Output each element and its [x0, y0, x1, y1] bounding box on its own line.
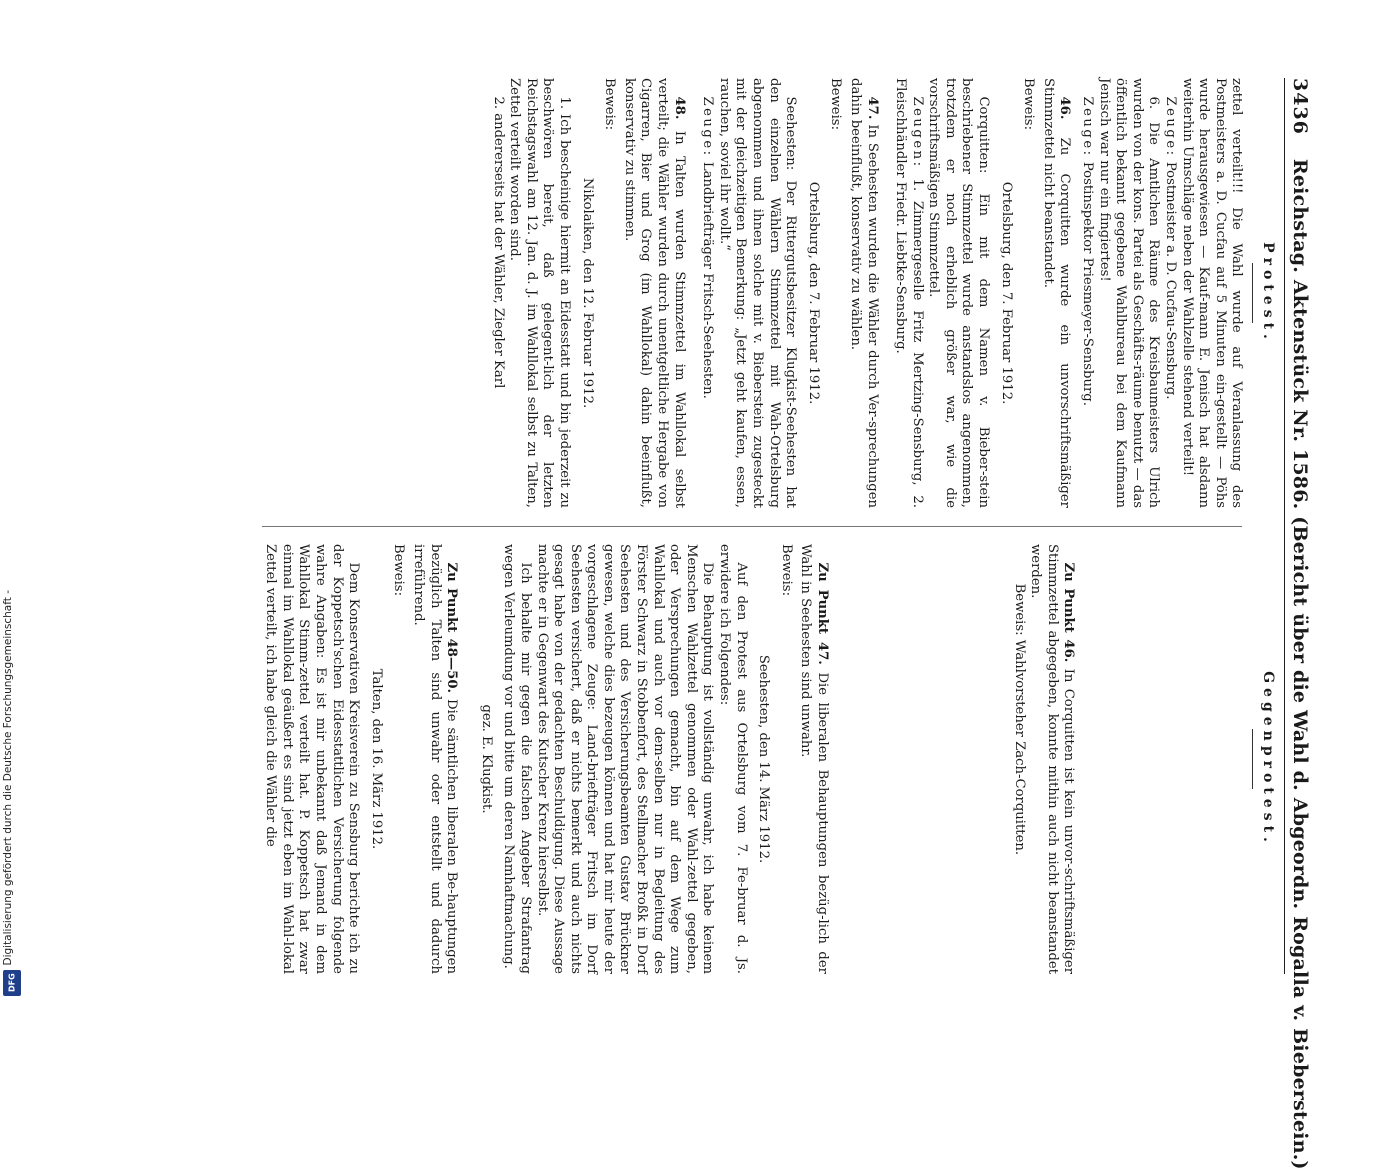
witness-name: Landbriefträger Fritsch-Seehesten. — [700, 161, 716, 399]
dateline: Nikolaiken, den 12. Februar 1912. — [579, 177, 595, 409]
reply-text: In Corquitten ist kein unvor-schriftsmäßiger Stimmzettel abgegeben, konnte mithin auch nicht beanstandet werden. — [1028, 544, 1077, 974]
witness-label: Zeuge: — [700, 96, 716, 158]
witness-line — [699, 78, 716, 508]
credit-text: Digitalisierung gefördert durch die Deutsche Forschungsgemeinschaft - — [2, 590, 14, 966]
paragraph: Die Behauptung ist vollständig unwahr, ich habe keinem Menschen Wahlzettel genommen oder Wahl-zettel gegeben, oder Versprechungen gemacht, bin auf dem Wege zum Wahllokal und auch vor dem-selben nur in Begleitung des Förster Schwarz in Stobbenfort, des Stellmacher Broßk in Dorf Seehesten und des Versicherungsbeamten Gustav Brückner gewesen, welche dies bezeugen können und hat mir heute der vorgeschlagene Zeuge: Land-briefträger Fritsch im Dorf Seehesten versichert, daß er nichts bemerkt und auch nichts gesagt habe von der gedachten Beschuldigung. Diese Aussage machte er in Gegenwart des Kutscher Krenz hierselbst. — [534, 544, 716, 974]
two-column-body — [262, 78, 1278, 974]
column-divider — [262, 526, 1242, 527]
witness-name: Postinspektor Priesmeyer-Sensburg. — [1080, 161, 1096, 406]
reply-lead: Zu Punkt 48—50. — [444, 562, 460, 694]
point-47 — [846, 78, 879, 508]
evidence-label: Beweis: — [1021, 78, 1037, 131]
witness-name: 1. Zimmergeselle Fritz Mertzing-Sensburg, 2. Fleischhändler Friedr. Liebtke-Sensburg. — [893, 78, 925, 508]
page-number: 3436 — [1289, 78, 1311, 135]
point-46 — [1039, 78, 1072, 508]
digitization-credit — [0, 0, 26, 1000]
evidence-line: Beweis: Wahlvorsteher Zach-Corquitten. — [1011, 583, 1027, 856]
point-text: Zu Corquitten wurde ein unvorschriftsmäßiger Stimmzettel nicht beanstandet. — [1040, 78, 1073, 508]
paragraph: Auf den Protest aus Ortelsburg vom 7. Fe-bruar d. Js. erwidere ich Folgendes: — [717, 544, 749, 974]
point-number: 47. — [864, 96, 880, 120]
page-header — [1289, 78, 1311, 1170]
reply-48-50 — [409, 544, 459, 974]
evidence-label: Beweis: — [778, 544, 794, 597]
paragraph: Ich behalte mir gegen die falschen Angeber Strafantrag wegen Verleumdung vor und bitte um deren Namhaftmachung. — [501, 544, 533, 974]
header-rule — [1284, 78, 1285, 974]
dateline: Ortelsburg, den 7. Februar 1912. — [805, 181, 821, 405]
witness-label: Zeuge: — [1080, 96, 1096, 158]
paragraph: Corquitten: Ein mit dem Namen v. Bieber-stein beschriebener Stimmzettel wurde anstandslos angenommen, trotzdem er noch erheblich größer war, wie die vorschriftsmäßigen Stimmzettel. — [926, 78, 992, 508]
evidence-label: Beweis: — [602, 78, 618, 131]
witness-label: Zeuge: — [1163, 96, 1179, 158]
point-text: In Seehesten wurden die Wähler durch Ver-sprechungen dahin beeinflußt, konservativ zu wählen. — [847, 78, 880, 508]
reply-lead: Zu Punkt 47. — [815, 562, 831, 665]
witness-line — [892, 78, 925, 508]
protest-column — [262, 78, 1278, 526]
dateline: Seehesten, den 14. März 1912. — [756, 654, 772, 864]
paragraph: Seehesten: Der Rittergutsbesitzer Klugkist-Seehesten hat den einzelnen Wählern Stimmzettel mit Wah-Ortelsburg abgenommen und ihnen solche mit v. Bieberstein zugesteckt mit der gleichzeitigen Bemerkung: „Jetzt geht kaufen, essen, rauchen, soviel ihr wollt.“ — [716, 78, 799, 508]
reply-text: Die sämtlichen liberalen Be-hauptungen bezüglich Talten sind unwahr oder entstellt und dadurch irreführend. — [410, 544, 460, 974]
paragraph: 6. Die Amtlichen Räume des Kreisbaumeisters Ulrich wurden von der kons. Partei als Geschäfts-räume benutzt — das öffentlich bekannt gegebene Wahlbureau bei dem Kaufmann Jenisch war nur ein fingiertes! — [1096, 78, 1162, 508]
point-number: 46. — [1057, 96, 1073, 120]
point-number: 48. — [671, 96, 687, 120]
page-title: Reichstag. Aktenstück Nr. 1586. (Bericht über die Wahl d. Abgeordn. Rogalla v. Bieberstein.) — [1289, 158, 1311, 1170]
point-48 — [620, 78, 686, 508]
paragraph: zettel verteilt!!! Die Wahl wurde auf Veranlassung des Postmeisters a. D. Cucfau auf 5 Minuten ein-gestellt — Pöhs wurde herausgewiesen — Kauf-mann E. Jenisch hat alsdann weiterhin Umschläge neben der Wahlzelle stehend verteilt! — [1179, 78, 1245, 508]
witness-line — [1161, 78, 1178, 508]
point-text: In Talten wurden Stimmzettel im Wahllokal selbst verteilt; die Wähler wurden durch unentgeltliche Hergabe von Cigarren, Bier und Grog (im Wahllokal) dahin beeinflußt, konservativ zu stimmen. — [621, 78, 687, 508]
dateline: Ortelsburg, den 7. Februar 1912. — [998, 181, 1014, 405]
witness-label: Zeugen: — [909, 96, 925, 169]
counter-protest-heading: Gegenprotest. — [1260, 671, 1276, 847]
list-item: 1. Ich bescheinige hiermit an Eidesstatt und bin jederzeit zu beschwören bereit, daß gelegent-lich der letzten Reichstagswahl am 12. Jan. d. J. im Wahllokal selbst zu Talten, Zettel verteilt worden sind. — [507, 78, 573, 508]
dfg-logo: DFG — [3, 970, 21, 996]
protest-heading: Protest. — [1260, 242, 1276, 344]
reply-text: Die liberalen Behauptungen bezüg-lich der Wahl in Seehesten sind unwahr. — [798, 544, 831, 974]
witness-line — [1078, 78, 1095, 508]
reply-47 — [797, 544, 830, 974]
heading-rule — [1252, 729, 1253, 789]
evidence-label: Beweis: — [391, 544, 407, 597]
list-item: 2. andererseits hat der Wähler, Ziegler Karl — [490, 96, 506, 389]
reply-46 — [1027, 544, 1077, 974]
evidence-label: Beweis: — [828, 78, 844, 131]
heading-rule — [1252, 263, 1253, 323]
paragraph: Dem Konservativen Kreisverein zu Sensburg berichte ich zu der Koppetsch'schen Eidesstattlichen Versicherung folgende wahre Angaben: Es ist mir unbekannt daß Jemand in dem Wahllokal Stimm-zettel verteilt hat. P. Koppetsch hat zwar einmal im Wahllokal geäußert es sind jetzt eben im Wahl-lokal Zettel verteilt, ich habe gleich die Wähler die — [263, 544, 362, 974]
counter-protest-column — [262, 526, 1278, 974]
dateline: Talten, den 16. März 1912. — [368, 668, 384, 850]
signature-line: gez. E. Klugkist. — [478, 704, 494, 814]
witness-name: Postmeister a. D. Cucfau-Sensburg. — [1163, 161, 1179, 400]
reply-lead: Zu Punkt 46. — [1061, 562, 1077, 663]
